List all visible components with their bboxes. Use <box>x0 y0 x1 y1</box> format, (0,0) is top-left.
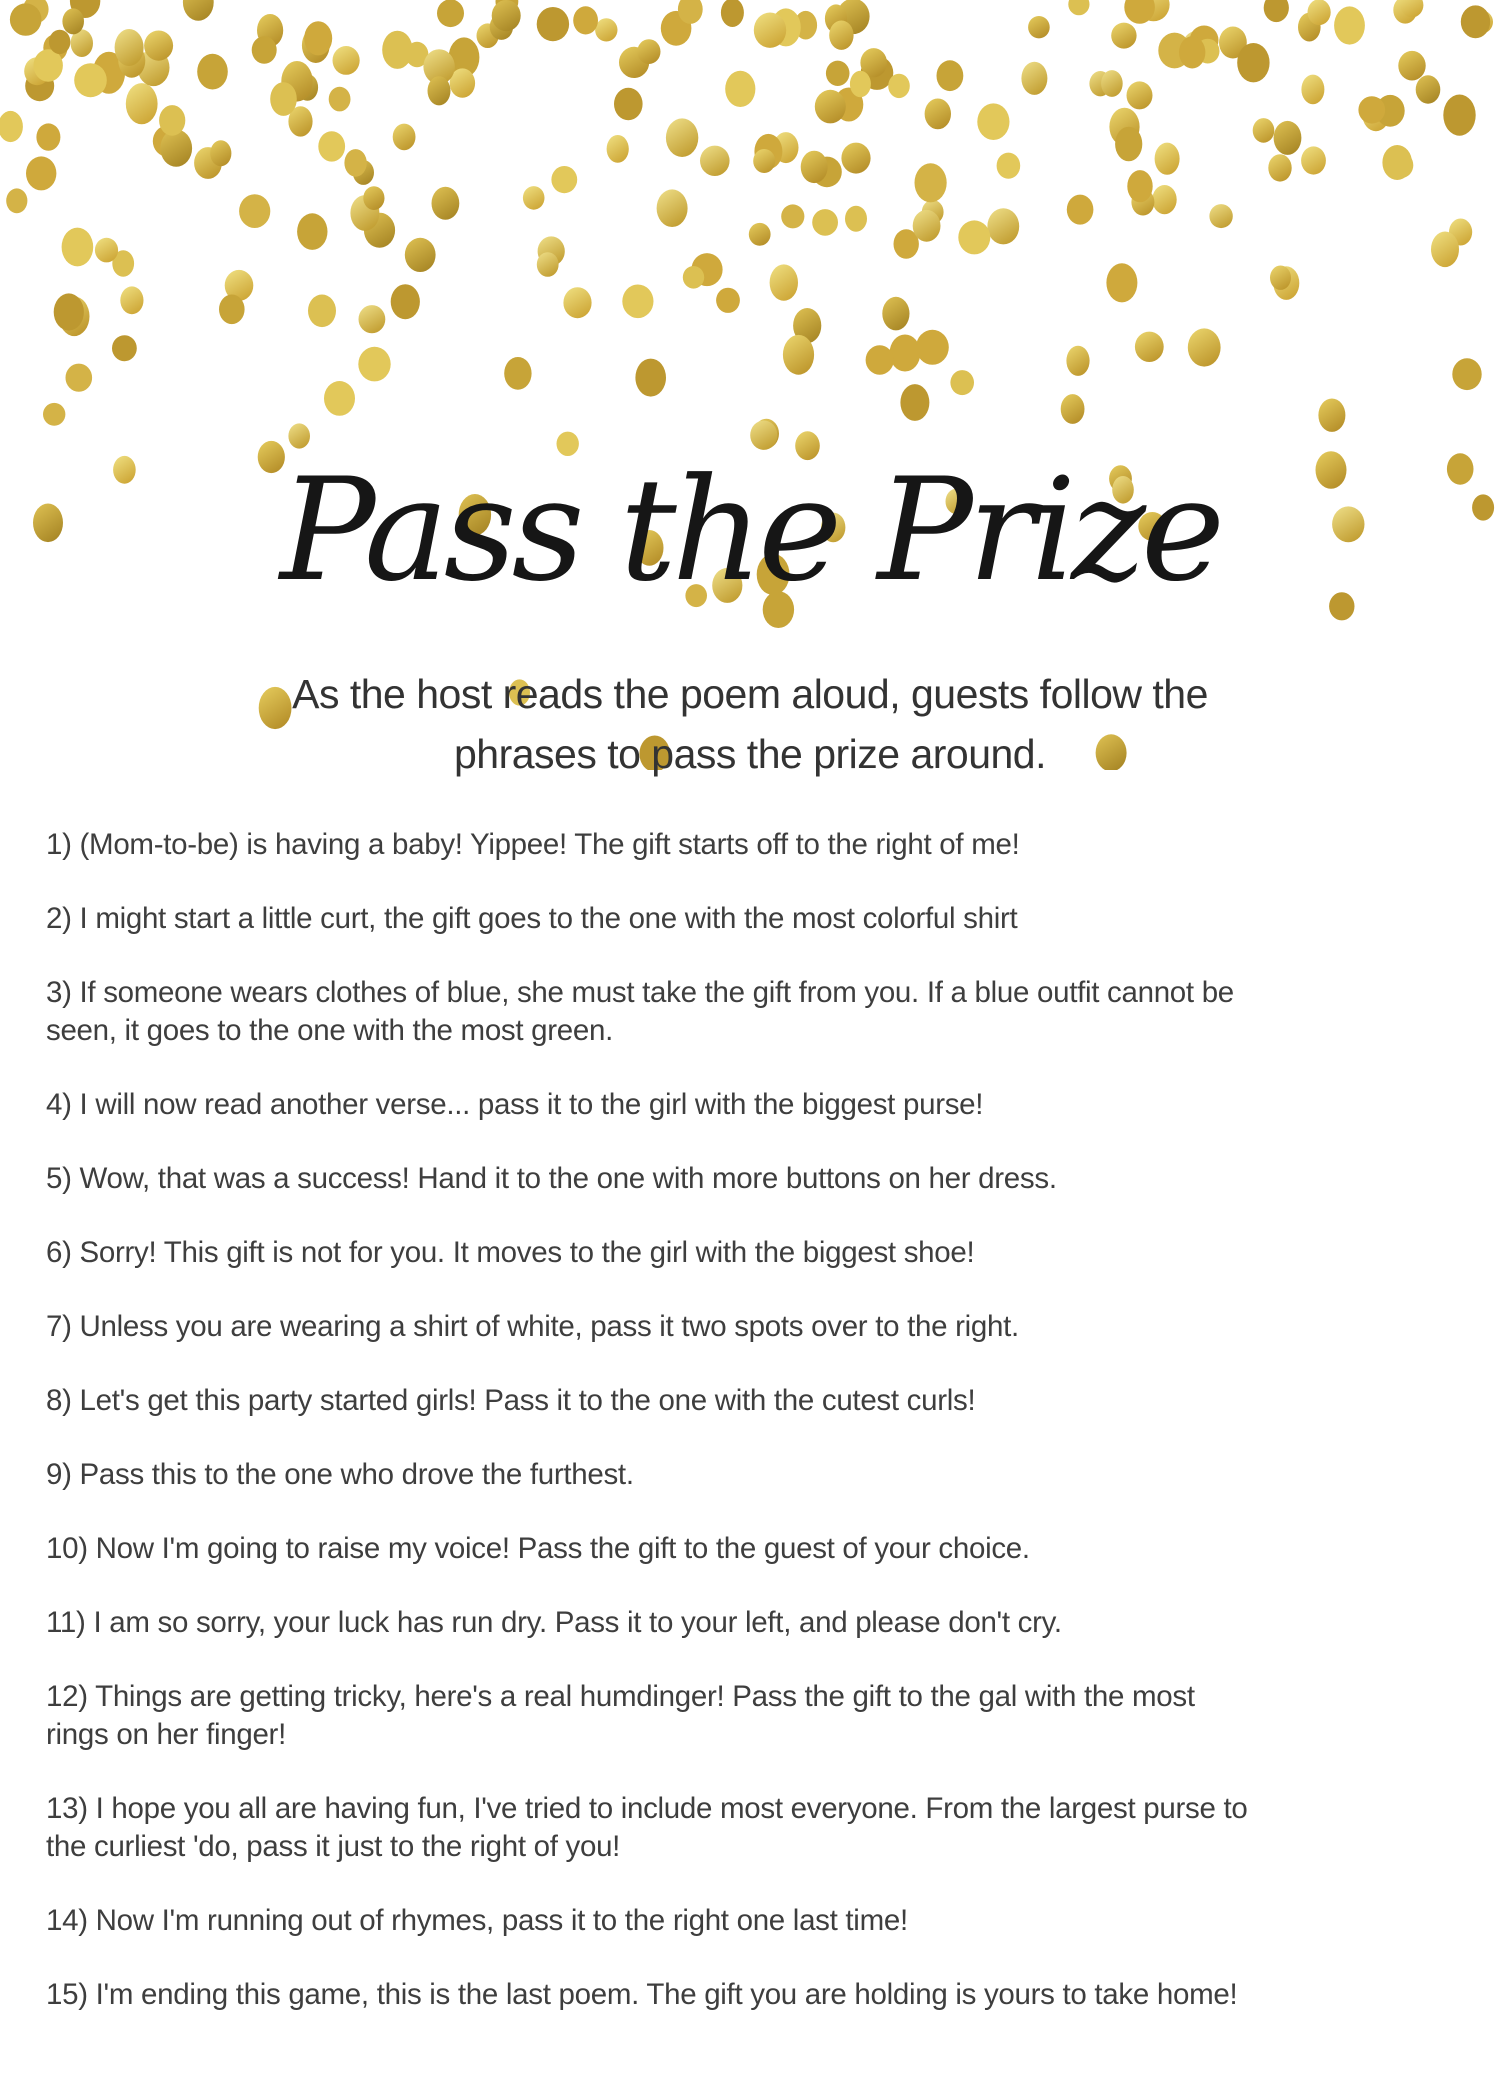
poem-line: 7) Unless you are wearing a shirt of white, pass it two spots over to the right. <box>46 1310 1019 1343</box>
poem-line: 1) (Mom-to-be) is having a baby! Yippee! The gift starts off to the right of me! <box>46 828 1020 861</box>
poem-line: 5) Wow, that was a success! Hand it to the one with more buttons on her dress. <box>46 1162 1057 1195</box>
poem-line: 8) Let's get this party started girls! Pass it to the one with the cutest curls! <box>46 1384 976 1417</box>
poem-line: 3) If someone wears clothes of blue, she must take the gift from you. If a blue outfit cannot be seen, it goes to the one with the most green. <box>46 976 1234 1047</box>
poem-line: 2) I might start a little curt, the gift goes to the one with the most colorful shirt <box>46 902 1018 935</box>
poem-line: 13) I hope you all are having fun, I've tried to include most everyone. From the largest purse to the curliest 'do, pass it just to the right of you! <box>46 1792 1248 1863</box>
poem-line: 9) Pass this to the one who drove the furthest. <box>46 1458 634 1491</box>
poem-line: 12) Things are getting tricky, here's a real humdinger! Pass the gift to the gal with the most rings on her finger! <box>46 1680 1195 1751</box>
page-title: Pass the Prize <box>279 448 1221 613</box>
poem-line: 4) I will now read another verse... pass it to the girl with the biggest purse! <box>46 1088 984 1121</box>
gold-confetti-decoration <box>0 0 1500 770</box>
poem-line: 14) Now I'm running out of rhymes, pass it to the right one last time! <box>46 1904 908 1937</box>
poem-line: 15) I'm ending this game, this is the last poem. The gift you are holding is yours to take home! <box>46 1978 1238 2011</box>
poem-list <box>0 826 1500 2050</box>
instructions-text: As the host reads the poem aloud, guests follow the phrases to pass the prize around. <box>292 671 1208 777</box>
poem-line: 10) Now I'm going to raise my voice! Pass the gift to the guest of your choice. <box>46 1532 1030 1565</box>
poem-line: 11) I am so sorry, your luck has run dry. Pass it to your left, and please don't cry. <box>46 1606 1062 1639</box>
poem-line: 6) Sorry! This gift is not for you. It moves to the girl with the biggest shoe! <box>46 1236 975 1269</box>
